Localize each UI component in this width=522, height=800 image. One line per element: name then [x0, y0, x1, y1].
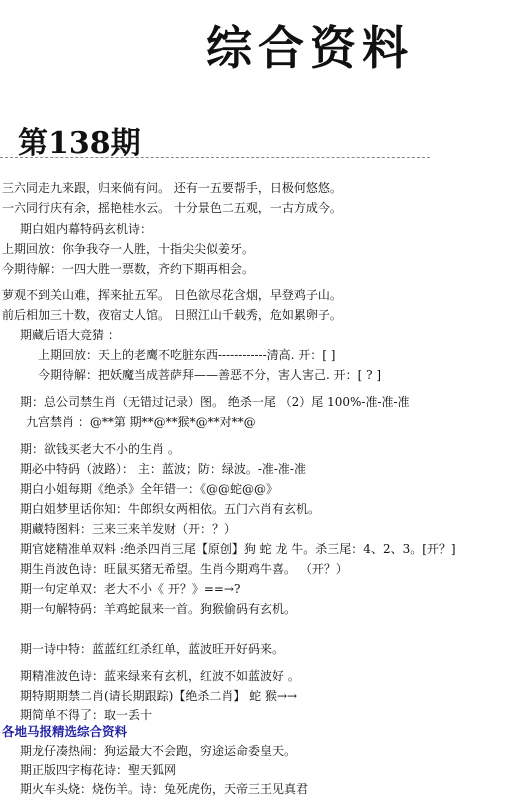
- text-line: 期藏后语大竞猜 ：: [20, 328, 120, 342]
- text-line: 九宫禁肖 ：@**第 期**@**猴*@**对**@: [26, 415, 256, 429]
- text-line: 期：欲钱买老大不小的生肖 。: [20, 442, 180, 456]
- text-line: 三六同走九来跟，归来倘有问。 还有一五要帮手，日极何悠悠。: [2, 181, 342, 195]
- text-line: 期特期期禁二肖(请长期跟踪)【绝杀二肖】 蛇 猴→→: [20, 689, 298, 703]
- text-line: 期精准波色诗：蓝来绿来有玄机，红波不如蓝波好 。: [20, 669, 300, 683]
- text-line: 期一诗中特：蓝蓝红红杀红单，蓝波旺开好码来。: [20, 642, 285, 656]
- text-line: 期官姥精准单双料 :绝杀四肖三尾【原创】狗 蛇 龙 牛。杀三尾：4、2、3。[开？]: [20, 542, 456, 556]
- text-line: 期火车头烧：烧伤羊。诗：兔死虎伤，天帝三王见真君: [20, 782, 309, 796]
- text-line: 期白姐梦里话你知：牛郎织女两相依。五门六肖有玄机。: [20, 502, 321, 516]
- text-line: 上期回放：天上的老鹰不吃脏东西------------清高. 开：[ ]: [38, 348, 336, 362]
- text-line: 期一句定单双：老大不小《 开？》==→?: [20, 582, 241, 596]
- text-line: 一六同行庆有余，摇艳桂水云。 十分景色二五观，一古方成今。: [2, 201, 342, 215]
- text-line: 今期待解：把妖魔当成菩萨拜——善恶不分，害人害己. 开：[ ? ]: [38, 368, 382, 382]
- text-line: 期白小姐每期《绝杀》全年错一：《@@蛇@@》: [20, 482, 279, 496]
- text-line: 期龙仔凑热闹：狗运最大不会跑，穷途运命委皇天。: [20, 744, 297, 758]
- text-line: 期正版四字梅花诗：聖天狐网: [20, 763, 177, 777]
- page-title: 综合资料: [206, 21, 414, 75]
- text-line: 今期待解：一四大胜一票数，齐约下期再相会。: [2, 262, 255, 276]
- text-line: 期白姐内幕特码玄机诗：: [20, 222, 153, 236]
- text-line: 前后相加三十数，夜宿丈人馆。 日照江山千载秀，危如累卵子。: [2, 308, 342, 322]
- text-line: 上期回放：你争我夺一人胜，十指尖尖似姜牙。: [2, 242, 255, 256]
- text-line: 期生肖波色诗：旺鼠买猪无希望。生肖今期鸡牛喜。 （开？）: [20, 562, 348, 576]
- text-line: 期简单不得了：取一丢十: [20, 708, 153, 722]
- text-line: 期一句解特码：羊鸡蛇鼠来一首。狗猴偷码有玄机。: [20, 602, 297, 616]
- text-line: 期藏特图料：三来三来羊发财（开：？）: [20, 522, 237, 536]
- text-line: 期必中特码（波路）： 主：蓝波；防：绿波。-准-准-准: [20, 462, 306, 476]
- text-line: 萝观不到关山难，挥来扯五军。 日色欲尽花含烟，早登鸡子山。: [2, 288, 342, 302]
- divider: [0, 157, 430, 158]
- section-heading: 各地马报精选综合资料: [2, 724, 128, 739]
- text-line: 期：总公司禁生肖（无错过记录）图。 绝杀一尾 （2）尾 100%-准-准-准: [20, 395, 410, 409]
- issue-number: 第138期: [18, 126, 141, 161]
